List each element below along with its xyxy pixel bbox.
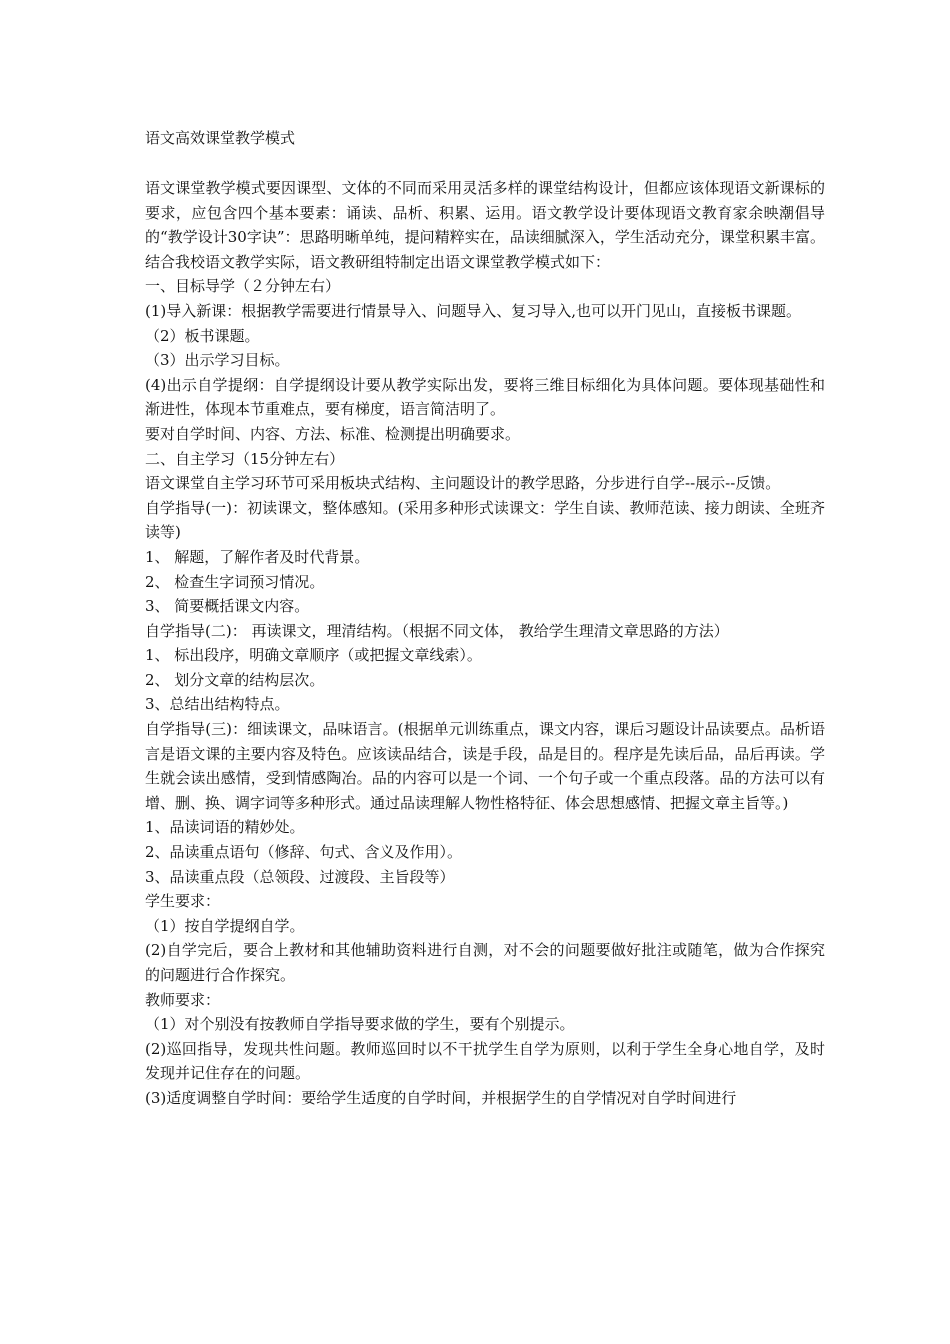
paragraph: 1、品读词语的精妙处。 xyxy=(145,818,305,837)
paragraph: 2、 划分文章的结构层次。 xyxy=(145,670,325,689)
paragraph: （3）出示学习目标。 xyxy=(145,351,290,370)
paragraph: 学生要求： xyxy=(145,892,221,911)
paragraph: （2）板书课题。 xyxy=(145,326,260,345)
paragraph: 语文课堂教学模式要因课型、文体的不同而采用灵活多样的课堂结构设计，但都应该体现语文新课标的要求，应包含四个基本要素：诵读、品析、积累、运用。语文教学设计要体现语文教育家余映潮倡导的“教学设计30字诀”：思路明晰单纯，提问精粹实在，品读细腻深入，学生活动充分，课堂积累丰富。结合我校语文教学实际，语文教研组特制定出语文课堂教学模式如下： xyxy=(145,179,825,271)
paragraph: 3、品读重点段（总领段、过渡段、主旨段等） xyxy=(145,867,455,886)
paragraph: (2)自学完后，要合上教材和其他辅助资料进行自测，对不会的问题要做好批注或随笔，做为合作探究的问题进行合作探究。 xyxy=(145,941,825,984)
paragraph: 二、自主学习（15分钟左右） xyxy=(145,449,345,468)
document-title: 语文高效课堂教学模式 xyxy=(145,129,296,147)
paragraph: 3、 简要概括课文内容。 xyxy=(145,597,310,616)
document-body xyxy=(145,176,825,1111)
paragraph: 1、 标出段序，明确文章顺序（或把握文章线索）。 xyxy=(145,646,482,665)
paragraph: 1、 解题，了解作者及时代背景。 xyxy=(145,547,370,566)
paragraph: 2、 检查生字词预习情况。 xyxy=(145,572,325,591)
paragraph: 语文课堂自主学习环节可采用板块式结构、主问题设计的教学思路，分步进行自学--展示--反馈。 xyxy=(145,474,781,493)
paragraph: （1）对个别没有按教师自学指导要求做的学生，要有个别提示。 xyxy=(145,1015,575,1034)
paragraph: (1)导入新课：根据教学需要进行情景导入、问题导入、复习导入,也可以开门见山，直接板书课题。 xyxy=(145,301,802,320)
paragraph: 2、品读重点语句（修辞、句式、含义及作用）。 xyxy=(145,843,463,862)
paragraph: （1）按自学提纲自学。 xyxy=(145,916,305,935)
paragraph: 自学指导(二)： 再读课文，理清结构。（根据不同文体， 教给学生理清文章思路的方法） xyxy=(145,621,729,640)
paragraph: (2)巡回指导，发现共性问题。教师巡回时以不干扰学生自学为原则，以利于学生全身心地自学，及时发现并记住存在的问题。 xyxy=(145,1039,825,1083)
paragraph: 3、总结出结构特点。 xyxy=(145,695,290,714)
paragraph: 自学指导(一)：初读课文，整体感知。(采用多种形式读课文：学生自读、教师范读、接力朗读、全班齐读等) xyxy=(145,498,825,542)
paragraph: (4)出示自学提纲：自学提纲设计要从教学实际出发，要将三维目标细化为具体问题。要体现基础性和渐进性，体现本节重难点，要有梯度，语言简洁明了。 xyxy=(145,375,825,419)
paragraph: 要对自学时间、内容、方法、标准、检测提出明确要求。 xyxy=(145,424,521,443)
paragraph: 自学指导(三)：细读课文，品味语言。(根据单元训练重点，课文内容，课后习题设计品读要点。品析语言是语文课的主要内容及特色。应该读品结合，读是手段，品是目的。程序是先读后品，品后再读。学生就会读出感情，受到情感陶冶。品的内容可以是一个词、一个句子或一个重点段落。品的方法可以有增、删、换、调字词等多种形式。通过品读理解人物性格特征、体会思想感情、把握文章主旨等。) xyxy=(145,720,825,812)
paragraph: 教师要求： xyxy=(145,990,221,1009)
paragraph: 一、目标导学（２分钟左右） xyxy=(145,277,341,296)
paragraph: (3)适度调整自学时间：要给学生适度的自学时间，并根据学生的自学情况对自学时间进行 xyxy=(145,1088,737,1107)
